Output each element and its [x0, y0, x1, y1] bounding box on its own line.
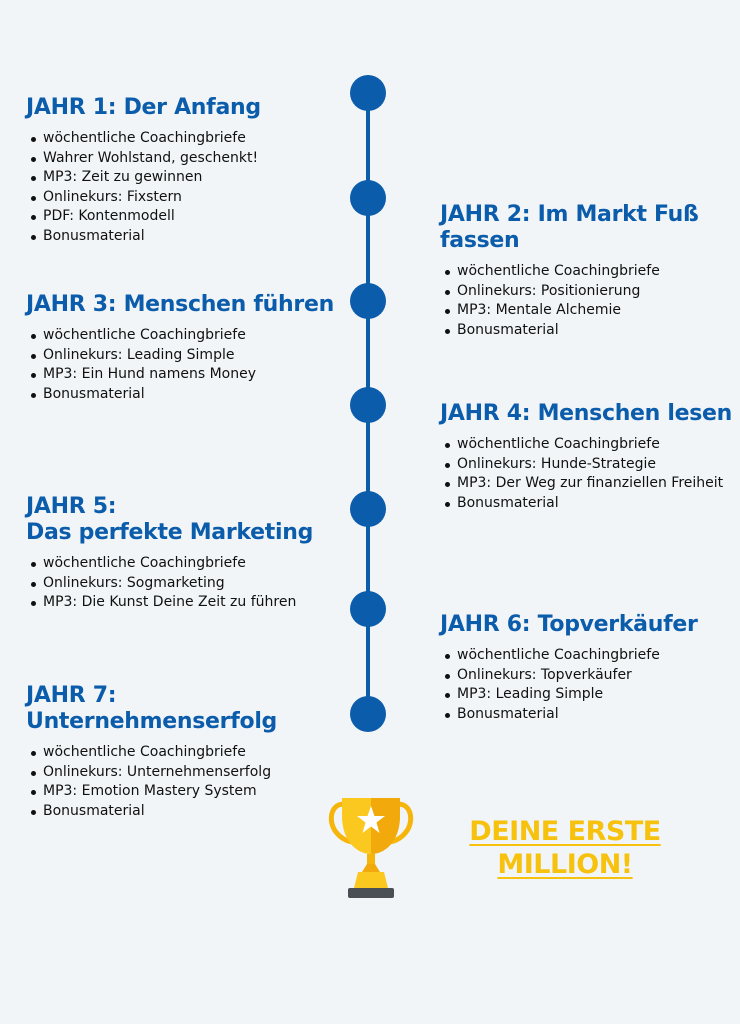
year-6-list [440, 646, 735, 724]
list-item: wöchentliche Coachingbriefe [26, 326, 336, 346]
list-item: wöchentliche Coachingbriefe [26, 743, 336, 763]
year-5-title: JAHR 5: Das perfekte Marketing [26, 494, 314, 545]
list-item: MP3: Mentale Alchemie [440, 301, 735, 321]
year-4-title: JAHR 4: Menschen lesen [440, 401, 733, 426]
list-item: Onlinekurs: Positionierung [440, 282, 735, 302]
timeline-node-2 [350, 180, 386, 216]
timeline-node-6 [350, 591, 386, 627]
year-3-list [26, 326, 336, 404]
list-item: wöchentliche Coachingbriefe [440, 646, 735, 666]
list-item: MP3: Ein Hund namens Money [26, 365, 336, 385]
year-6-block [440, 612, 735, 724]
list-item: Wahrer Wohlstand, geschenkt! [26, 149, 336, 169]
list-item: MP3: Der Weg zur finanziellen Freiheit [440, 474, 735, 494]
list-item: Onlinekurs: Leading Simple [26, 346, 336, 366]
list-item: Onlinekurs: Topverkäufer [440, 666, 735, 686]
list-item: Bonusmaterial [440, 494, 735, 514]
year-4-block [440, 401, 735, 513]
year-4-list [440, 435, 735, 513]
timeline-node-5 [350, 491, 386, 527]
year-7-block [26, 683, 336, 821]
year-1-block [26, 95, 336, 246]
list-item: Onlinekurs: Fixstern [26, 188, 336, 208]
timeline-node-4 [350, 387, 386, 423]
year-1-title: JAHR 1: Der Anfang [26, 95, 261, 120]
year-3-title: JAHR 3: Menschen führen [26, 292, 334, 317]
list-item: Onlinekurs: Unternehmenserfolg [26, 763, 336, 783]
list-item: MP3: Leading Simple [440, 685, 735, 705]
list-item: MP3: Die Kunst Deine Zeit zu führen [26, 593, 336, 613]
year-6-title: JAHR 6: Topverkäufer [440, 612, 698, 637]
list-item: wöchentliche Coachingbriefe [440, 262, 735, 282]
year-1-list [26, 129, 336, 246]
year-2-list [440, 262, 735, 340]
year-5-list [26, 554, 336, 613]
year-3-block [26, 292, 336, 404]
timeline-node-1 [350, 75, 386, 111]
timeline-node-3 [350, 283, 386, 319]
list-item: Bonusmaterial [26, 385, 336, 405]
list-item: wöchentliche Coachingbriefe [26, 129, 336, 149]
list-item: wöchentliche Coachingbriefe [26, 554, 336, 574]
list-item: Bonusmaterial [440, 705, 735, 725]
year-7-list [26, 743, 336, 821]
list-item: Onlinekurs: Hunde-Strategie [440, 455, 735, 475]
goal-text: DEINE ERSTE MILLION! [469, 816, 661, 880]
list-item: Bonusmaterial [26, 802, 336, 822]
list-item: Onlinekurs: Sogmarketing [26, 574, 336, 594]
timeline-node-7 [350, 696, 386, 732]
year-2-block [440, 202, 735, 340]
list-item: MP3: Emotion Mastery System [26, 782, 336, 802]
list-item: wöchentliche Coachingbriefe [440, 435, 735, 455]
year-7-title: JAHR 7: Unternehmenserfolg [26, 683, 278, 734]
list-item: MP3: Zeit zu gewinnen [26, 168, 336, 188]
list-item: Bonusmaterial [26, 227, 336, 247]
year-5-block [26, 494, 336, 613]
year-2-title: JAHR 2: Im Markt Fuß fassen [440, 202, 699, 253]
trophy-icon [328, 796, 414, 904]
list-item: PDF: Kontenmodell [26, 207, 336, 227]
list-item: Bonusmaterial [440, 321, 735, 341]
